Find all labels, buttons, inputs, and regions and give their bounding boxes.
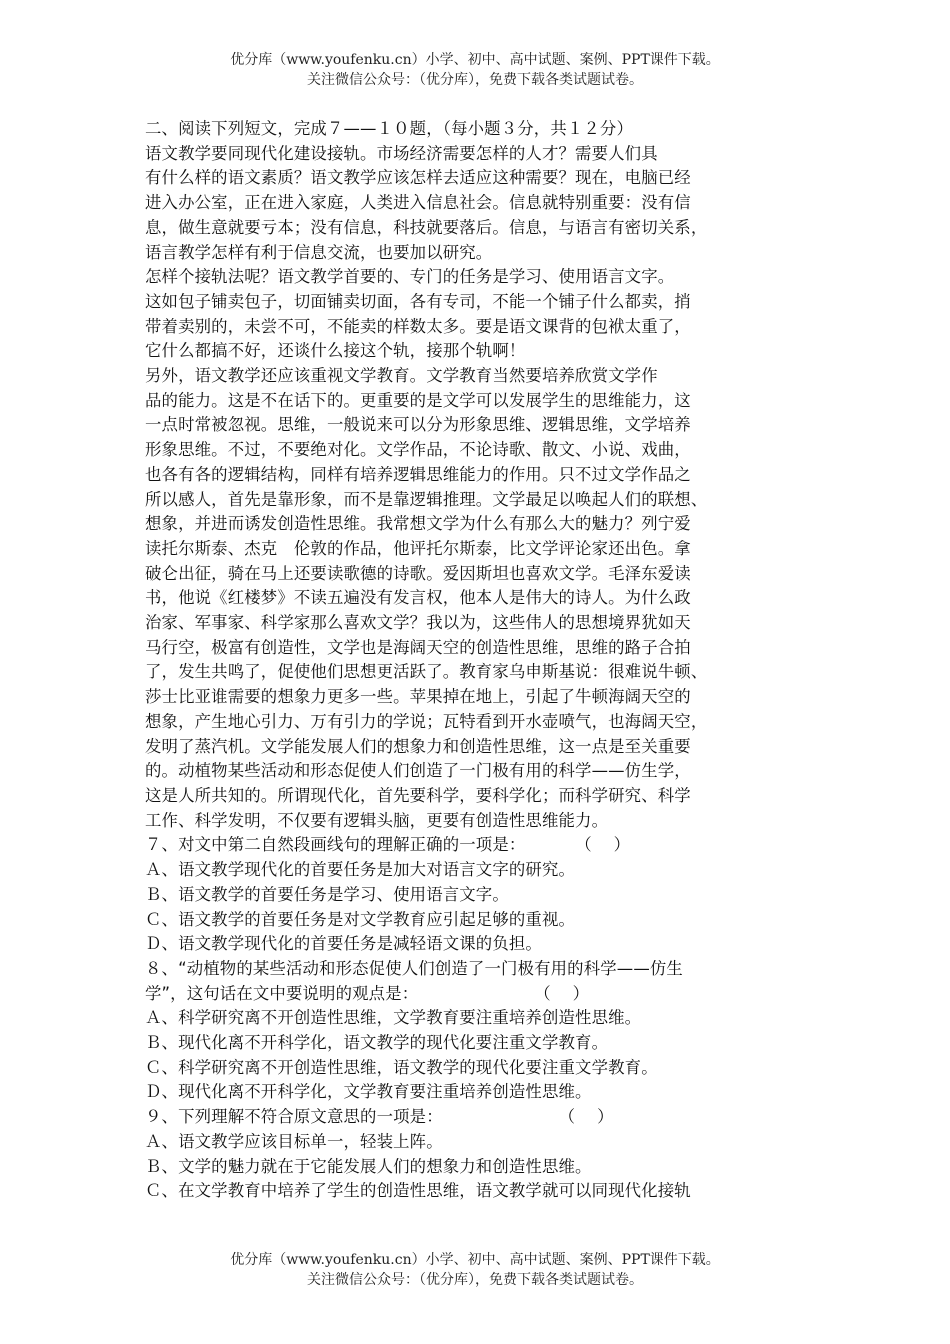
passage-line: 一点时常被忽视。思维，一般说来可以分为形象思维、逻辑思维，文学培养: [145, 415, 691, 435]
passage-line: 莎士比亚谁需要的想象力更多一些。苹果掉在地上，引起了牛顿海阔天空的: [145, 687, 691, 707]
questions: [145, 833, 795, 1204]
passage-line: 治家、军事家、科学家那么喜欢文学？我以为，这些伟人的思想境界犹如天: [145, 613, 691, 633]
passage: [145, 142, 795, 834]
passage-line: 工作、科学发明，不仅要有逻辑头脑，更要有创造性思维能力。: [145, 810, 609, 830]
passage-line: 另外，语文教学还应该重视文学教育。文学教育当然要培养欣赏文学作: [145, 366, 658, 386]
question-7-option-b: Ｂ、语文教学的首要任务是学习、使用语言文字。: [145, 884, 509, 904]
header-line-1: 优分库（www.youfenku.cn）小学、初中、高中试题、案例、PPT课件下载。: [230, 52, 720, 68]
passage-line: 了，发生共鸣了，促使他们思想更活跃了。教育家乌申斯基说：很难说牛顿、: [145, 662, 708, 682]
passage-line: 书，他说《红楼梦》不读五遍没有发言权，他本人是伟大的诗人。为什么政: [145, 588, 691, 608]
passage-line: 这是人所共知的。所谓现代化，首先要科学，要科学化；而科学研究、科学: [145, 785, 691, 805]
passage-line: 所以感人，首先是靠形象，而不是靠逻辑推理。文学最足以唤起人们的联想、: [145, 489, 708, 509]
passage-line: 想象，并进而诱发创造性思维。我常想文学为什么有那么大的魅力？列宁爱: [145, 514, 691, 534]
document-body: [145, 117, 795, 1204]
passage-line: 形象思维。不过，不要绝对化。文学作品，不论诗歌、散文、小说、戏曲，: [145, 440, 691, 460]
question-8: ８、“动植物的某些活动和形态促使人们创造了一门极有用的科学——仿生: [145, 958, 683, 978]
passage-line: 品的能力。这是不在话下的。更重要的是文学可以发展学生的思维能力，这: [145, 390, 691, 410]
question-7-option-c: Ｃ、语文教学的首要任务是对文学教育应引起足够的重视。: [145, 909, 576, 929]
passage-line: 读托尔斯泰、杰克 伦敦的作品，他评托尔斯泰，比文学评论家还出色。拿: [145, 538, 691, 558]
question-7-option-a: Ａ、语文教学现代化的首要任务是加大对语言文字的研究。: [145, 860, 576, 880]
page-footer: [0, 1250, 950, 1290]
question-8-option-b: Ｂ、现代化离不开科学化，语文教学的现代化要注重文学教育。: [145, 1033, 609, 1053]
passage-line: 破仑出征，骑在马上还要读歌德的诗歌。爱因斯坦也喜欢文学。毛泽东爱读: [145, 563, 691, 583]
passage-line: 怎样个接轨法呢？语文教学首要的、专门的任务是学习、使用语言文字。: [145, 267, 675, 287]
question-8-option-a: Ａ、科学研究离不开创造性思维，文学教育要注重培养创造性思维。: [145, 1008, 642, 1028]
question-8-option-c: Ｃ、科学研究离不开创造性思维，语文教学的现代化要注重文学教育。: [145, 1057, 658, 1077]
question-9-option-c: Ｃ、在文学教育中培养了学生的创造性思维，语文教学就可以同现代化接轨: [145, 1181, 691, 1201]
question-9-option-b: Ｂ、文学的魅力就在于它能发展人们的想象力和创造性思维。: [145, 1156, 592, 1176]
passage-line: 的。动植物某些活动和形态促使人们创造了一门极有用的科学——仿生学，: [145, 761, 691, 781]
passage-line: 息，做生意就要亏本；没有信息，科技就要落后。信息，与语言有密切关系，: [145, 217, 708, 237]
question-8-cont: 学”，这句话在文中要说明的观点是： （ ）: [145, 983, 590, 1003]
passage-line: 想象，产生地心引力、万有引力的学说；瓦特看到开水壶喷气，也海阔天空，: [145, 711, 708, 731]
question-7: ７、对文中第二自然段画线句的理解正确的一项是： （ ）: [145, 835, 631, 855]
question-8-option-d: Ｄ、现代化离不开科学化，文学教育要注重培养创造性思维。: [145, 1082, 592, 1102]
footer-line-2: 关注微信公众号：（优分库），免费下载各类试题试卷。: [307, 1272, 643, 1288]
passage-line: 进入办公室，正在进入家庭，人类进入信息社会。信息就特别重要：没有信: [145, 193, 691, 213]
passage-line: 带着卖别的，未尝不可，不能卖的样数太多。要是语文课背的包袱太重了，: [145, 316, 691, 336]
passage-line: 语文教学要同现代化建设接轨。市场经济需要怎样的人才？需要人们具: [145, 143, 658, 163]
passage-line: 这如包子铺卖包子，切面铺卖切面，各有专司，不能一个铺子什么都卖，捎: [145, 291, 691, 311]
passage-line: 也各有各的逻辑结构，同样有培养逻辑思维能力的作用。只不过文学作品之: [145, 464, 691, 484]
passage-line: 马行空，极富有创造性，文学也是海阔天空的创造性思维，思维的路子合拍: [145, 637, 691, 657]
question-7-option-d: Ｄ、语文教学现代化的首要任务是减轻语文课的负担。: [145, 934, 542, 954]
question-9: ９、下列理解不符合原文意思的一项是： （ ）: [145, 1107, 614, 1127]
section-title: 二、阅读下列短文，完成７——１０题，（每小题３分，共１２分）: [145, 119, 634, 138]
passage-line: 语言教学怎样有利于信息交流，也要加以研究。: [145, 242, 493, 262]
footer-line-1: 优分库（www.youfenku.cn）小学、初中、高中试题、案例、PPT课件下载。: [230, 1252, 720, 1268]
question-9-option-a: Ａ、语文教学应该目标单一，轻装上阵。: [145, 1131, 443, 1151]
page-header: [0, 50, 950, 90]
header-line-2: 关注微信公众号：（优分库），免费下载各类试题试卷。: [307, 72, 643, 88]
passage-line: 有什么样的语文素质？语文教学应该怎样去适应这种需要？现在，电脑已经: [145, 168, 691, 188]
passage-line: 发明了蒸汽机。文学能发展人们的想象力和创造性思维，这一点是至关重要: [145, 736, 691, 756]
passage-line: 它什么都搞不好，还谈什么接这个轨，接那个轨啊！: [145, 341, 526, 361]
